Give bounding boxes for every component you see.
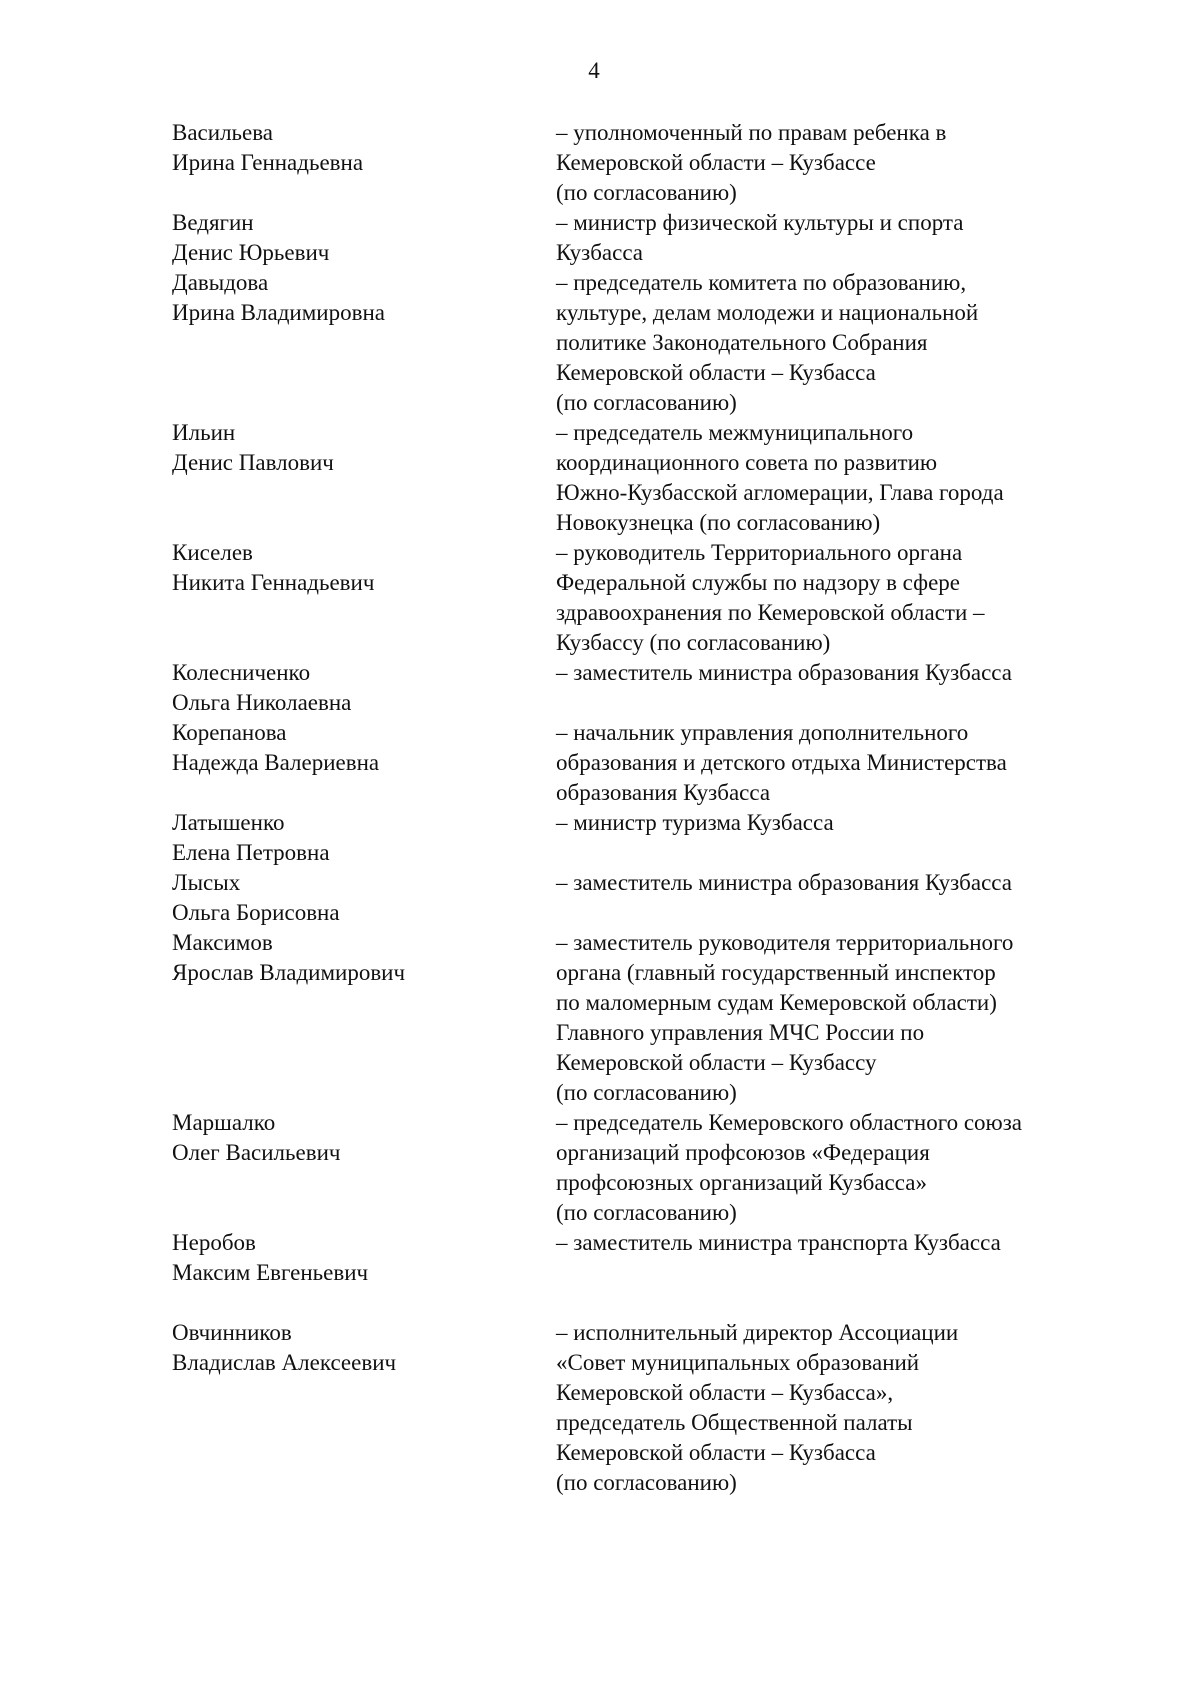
member-name [172, 208, 556, 268]
member-name [172, 268, 556, 328]
position-line: – уполномоченный по правам ребенка в [556, 120, 947, 145]
position-line: (по согласованию) [556, 180, 737, 205]
surname: Ильин [172, 420, 236, 445]
position-line: – руководитель Территориального органа [556, 540, 963, 565]
member-position [556, 658, 1152, 688]
member-entry [172, 718, 1152, 808]
position-line: Кемеровской области – Кузбассу [556, 1050, 877, 1075]
position-line: координационного совета по развитию [556, 450, 938, 475]
position-line: Кемеровской области – Кузбасса», [556, 1380, 894, 1405]
member-entry [172, 118, 1152, 208]
given-names: Денис Павлович [172, 450, 334, 475]
member-position [556, 538, 1152, 658]
member-entry [172, 268, 1152, 418]
member-entry [172, 868, 1152, 928]
position-line: профсоюзных организаций Кузбасса» [556, 1170, 927, 1195]
position-line: образования и детского отдыха Министерства [556, 750, 1007, 775]
position-line: председатель Общественной палаты [556, 1410, 913, 1435]
member-entry [172, 1318, 1152, 1498]
member-entry [172, 418, 1152, 538]
member-name [172, 118, 556, 178]
given-names: Елена Петровна [172, 840, 330, 865]
given-names: Владислав Алексеевич [172, 1350, 397, 1375]
position-line: – министр физической культуры и спорта [556, 210, 964, 235]
member-position [556, 928, 1152, 1108]
position-line: образования Кузбасса [556, 780, 771, 805]
given-names: Ярослав Владимирович [172, 960, 406, 985]
position-line: Кузбасса [556, 240, 644, 265]
given-names: Ирина Владимировна [172, 300, 385, 325]
given-names: Никита Геннадьевич [172, 570, 375, 595]
surname: Васильева [172, 120, 274, 145]
surname: Неробов [172, 1230, 256, 1255]
given-names: Максим Евгеньевич [172, 1260, 369, 1285]
position-line: Кемеровской области – Кузбассе [556, 150, 876, 175]
member-position [556, 1108, 1152, 1228]
member-entry [172, 658, 1152, 718]
member-entry [172, 1228, 1152, 1288]
given-names: Надежда Валериевна [172, 750, 380, 775]
member-name [172, 868, 556, 928]
member-name [172, 658, 556, 718]
surname: Овчинников [172, 1320, 292, 1345]
position-line: органа (главный государственный инспектор [556, 960, 996, 985]
member-position [556, 718, 1152, 808]
surname: Латышенко [172, 810, 285, 835]
member-position [556, 418, 1152, 538]
position-line: Южно-Кузбасской агломерации, Глава города [556, 480, 1004, 505]
surname: Максимов [172, 930, 273, 955]
position-line: – министр туризма Кузбасса [556, 810, 834, 835]
surname: Маршалко [172, 1110, 276, 1135]
position-line: Кемеровской области – Кузбасса [556, 360, 876, 385]
given-names: Олег Васильевич [172, 1140, 341, 1165]
position-line: – заместитель министра образования Кузбасса [556, 660, 1012, 685]
given-names: Ольга Николаевна [172, 690, 352, 715]
surname: Лысых [172, 870, 241, 895]
member-entry [172, 808, 1152, 868]
member-name [172, 928, 556, 988]
given-names: Ирина Геннадьевна [172, 150, 364, 175]
member-position [556, 1318, 1152, 1498]
member-position [556, 118, 1152, 208]
position-line: Главного управления МЧС России по [556, 1020, 925, 1045]
member-entry [172, 208, 1152, 268]
member-position [556, 268, 1152, 418]
position-line: по маломерным судам Кемеровской области) [556, 990, 997, 1015]
position-line: Федеральной службы по надзору в сфере [556, 570, 960, 595]
position-line: – заместитель министра транспорта Кузбасса [556, 1230, 1001, 1255]
position-line: – председатель Кемеровского областного союза [556, 1110, 1023, 1135]
page-number: 4 [588, 58, 600, 83]
given-names: Денис Юрьевич [172, 240, 330, 265]
member-entry [172, 538, 1152, 658]
member-position [556, 868, 1152, 898]
position-line: политике Законодательного Собрания [556, 330, 928, 355]
member-name [172, 718, 556, 778]
surname: Колесниченко [172, 660, 311, 685]
given-names: Ольга Борисовна [172, 900, 340, 925]
member-entry [172, 928, 1152, 1108]
surname: Ведягин [172, 210, 254, 235]
position-line: – заместитель министра образования Кузбасса [556, 870, 1012, 895]
member-name [172, 418, 556, 478]
position-line: здравоохранения по Кемеровской области – [556, 600, 985, 625]
position-line: – заместитель руководителя территориального [556, 930, 1014, 955]
position-line: (по согласованию) [556, 390, 737, 415]
member-entry [172, 1108, 1152, 1228]
member-list [172, 118, 1152, 1498]
member-name [172, 538, 556, 598]
position-line: Кузбассу (по согласованию) [556, 630, 831, 655]
position-line: (по согласованию) [556, 1080, 737, 1105]
position-line: – председатель межмуниципального [556, 420, 914, 445]
surname: Киселев [172, 540, 253, 565]
position-line: – председатель комитета по образованию, [556, 270, 967, 295]
position-line: организаций профсоюзов «Федерация [556, 1140, 930, 1165]
member-name [172, 1228, 556, 1288]
position-line: (по согласованию) [556, 1200, 737, 1225]
position-line: Новокузнецка (по согласованию) [556, 510, 881, 535]
member-name [172, 1108, 556, 1168]
surname: Корепанова [172, 720, 287, 745]
position-line: – начальник управления дополнительного [556, 720, 969, 745]
member-position [556, 208, 1152, 268]
position-line: (по согласованию) [556, 1470, 737, 1495]
member-name [172, 1318, 556, 1378]
position-line: культуре, делам молодежи и национальной [556, 300, 979, 325]
position-line: Кемеровской области – Кузбасса [556, 1440, 876, 1465]
member-position [556, 1228, 1152, 1258]
member-name [172, 808, 556, 868]
position-line: – исполнительный директор Ассоциации [556, 1320, 959, 1345]
surname: Давыдова [172, 270, 269, 295]
member-position [556, 808, 1152, 838]
position-line: «Совет муниципальных образований [556, 1350, 920, 1375]
